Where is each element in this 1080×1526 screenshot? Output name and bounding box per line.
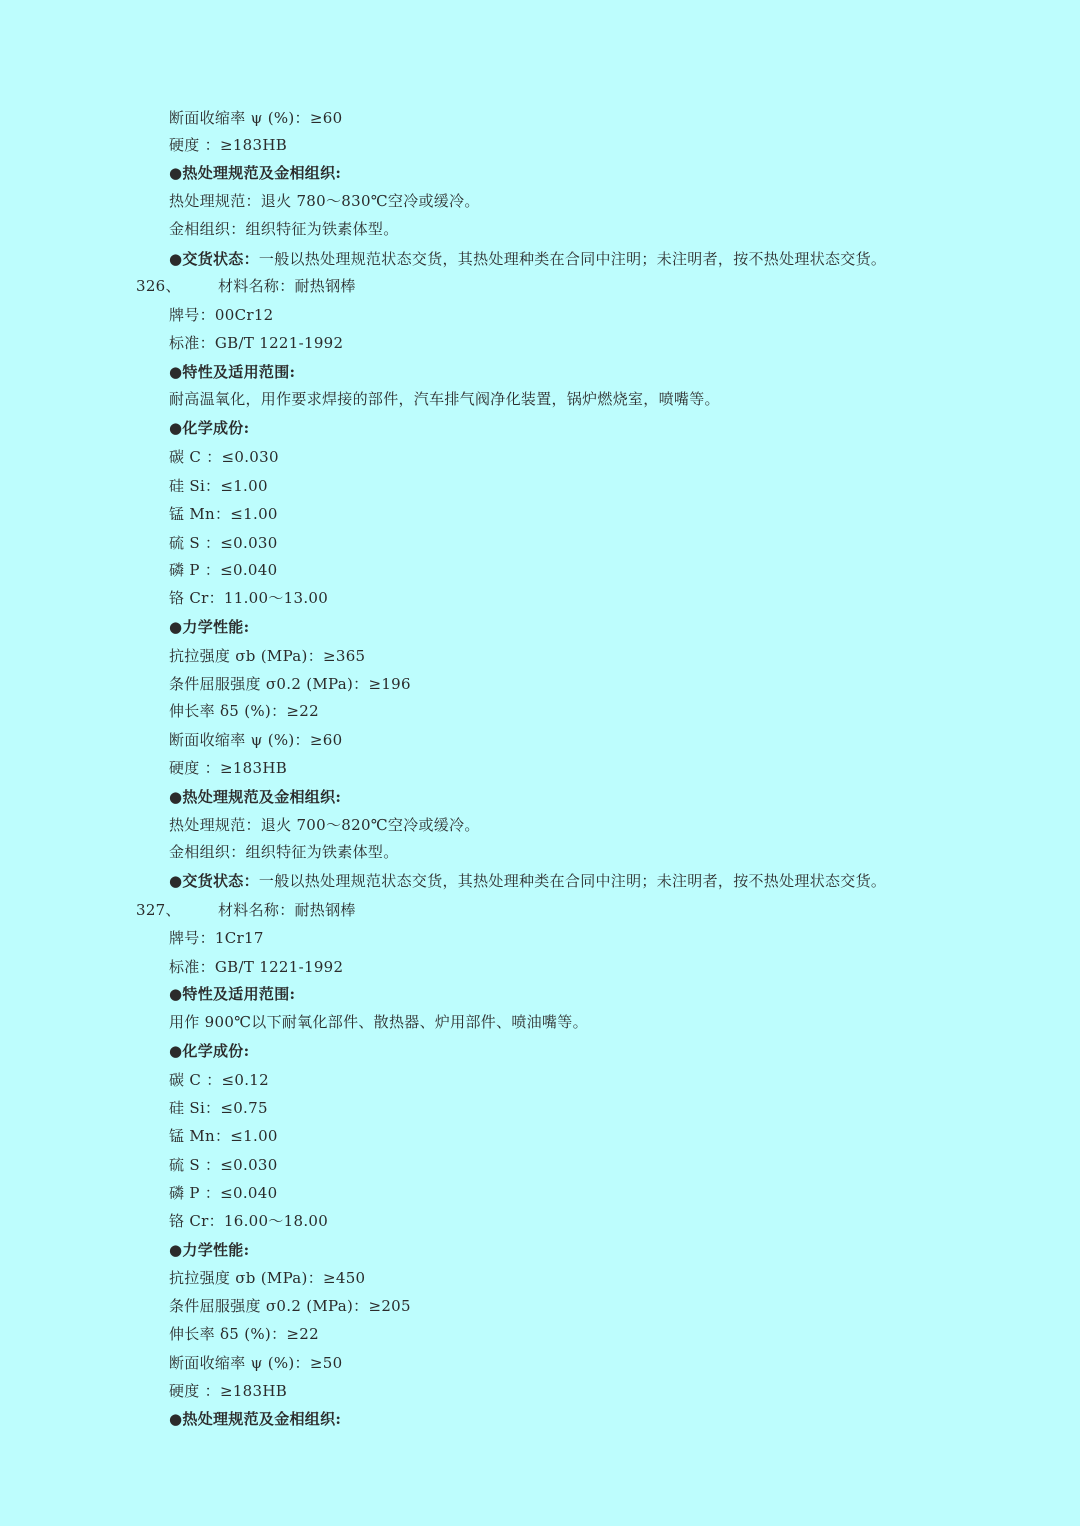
section-label: ●交货状态： <box>169 872 259 890</box>
text-line: 硅 Si：≤0.75 <box>169 1099 268 1117</box>
text-line: 断面收缩率 ψ (%)：≥50 <box>169 1354 343 1372</box>
section-heading: ●特性及适用范围: <box>169 363 296 381</box>
text-line: 硬度 ：≥183HB <box>169 759 288 777</box>
section-heading: ●热处理规范及金相组织: <box>169 1410 342 1428</box>
section-text: 一般以热处理规范状态交货，其热处理种类在合同中注明；未注明者，按不热处理状态交货。 <box>258 250 887 268</box>
text-line: 磷 P ：≤0.040 <box>169 1184 278 1202</box>
text-line: 铬 Cr：16.00～18.00 <box>169 1212 329 1230</box>
text-line: 硫 S ：≤0.030 <box>169 1156 278 1174</box>
section-heading: ●特性及适用范围: <box>169 985 296 1003</box>
text-line: 热处理规范：退火 700～820℃空冷或缓冷。 <box>169 816 480 834</box>
text-line: 标准：GB/T 1221-1992 <box>169 958 344 976</box>
text-line: 硬度 ：≥183HB <box>169 1382 288 1400</box>
delivery-status-line <box>169 871 886 891</box>
item-number: 326、 <box>136 277 181 295</box>
text-line: 金相组织：组织特征为铁素体型。 <box>169 843 399 861</box>
text-line: 用作 900℃以下耐氧化部件、散热器、炉用部件、喷油嘴等。 <box>169 1013 588 1031</box>
section-heading: ●化学成份: <box>169 419 250 437</box>
text-line: 铬 Cr：11.00～13.00 <box>169 589 329 607</box>
text-line: 伸长率 δ5 (%)：≥22 <box>169 1325 319 1343</box>
text-line: 标准：GB/T 1221-1992 <box>169 334 344 352</box>
section-heading: ●化学成份: <box>169 1042 250 1060</box>
section-heading: ●力学性能: <box>169 618 250 636</box>
text-line: 伸长率 δ5 (%)：≥22 <box>169 702 319 720</box>
text-line: 牌号：1Cr17 <box>169 929 264 947</box>
text-line: 硫 S ：≤0.030 <box>169 534 278 552</box>
text-line: 磷 P ：≤0.040 <box>169 561 278 579</box>
text-line: 碳 C ：≤0.030 <box>169 448 279 466</box>
section-label: ●交货状态： <box>169 250 259 268</box>
item-title: 材料名称：耐热钢棒 <box>218 901 356 919</box>
text-line: 抗拉强度 σb (MPa)：≥365 <box>169 647 366 665</box>
text-line: 断面收缩率 ψ (%)：≥60 <box>169 109 343 127</box>
text-line: 断面收缩率 ψ (%)：≥60 <box>169 731 343 749</box>
item-header <box>136 276 356 296</box>
section-heading: ●力学性能: <box>169 1241 250 1259</box>
item-header <box>136 900 356 920</box>
text-line: 条件屈服强度 σ0.2 (MPa)：≥205 <box>169 1297 411 1315</box>
text-line: 热处理规范：退火 780～830℃空冷或缓冷。 <box>169 192 480 210</box>
item-number: 327、 <box>136 901 181 919</box>
text-line: 硅 Si：≤1.00 <box>169 477 268 495</box>
section-heading: ●热处理规范及金相组织: <box>169 164 342 182</box>
text-line: 硬度 ：≥183HB <box>169 136 288 154</box>
item-title: 材料名称：耐热钢棒 <box>218 277 356 295</box>
delivery-status-line <box>169 249 886 269</box>
text-line: 耐高温氧化，用作要求焊接的部件，汽车排气阀净化装置，锅炉燃烧室，喷嘴等。 <box>169 390 720 408</box>
text-line: 锰 Mn：≤1.00 <box>169 505 278 523</box>
text-line: 抗拉强度 σb (MPa)：≥450 <box>169 1269 366 1287</box>
section-heading: ●热处理规范及金相组织: <box>169 788 342 806</box>
text-line: 条件屈服强度 σ0.2 (MPa)：≥196 <box>169 675 411 693</box>
text-line: 碳 C ：≤0.12 <box>169 1071 269 1089</box>
section-text: 一般以热处理规范状态交货，其热处理种类在合同中注明；未注明者，按不热处理状态交货。 <box>258 872 887 890</box>
text-line: 金相组织：组织特征为铁素体型。 <box>169 220 399 238</box>
text-line: 锰 Mn：≤1.00 <box>169 1127 278 1145</box>
text-line: 牌号：00Cr12 <box>169 306 274 324</box>
